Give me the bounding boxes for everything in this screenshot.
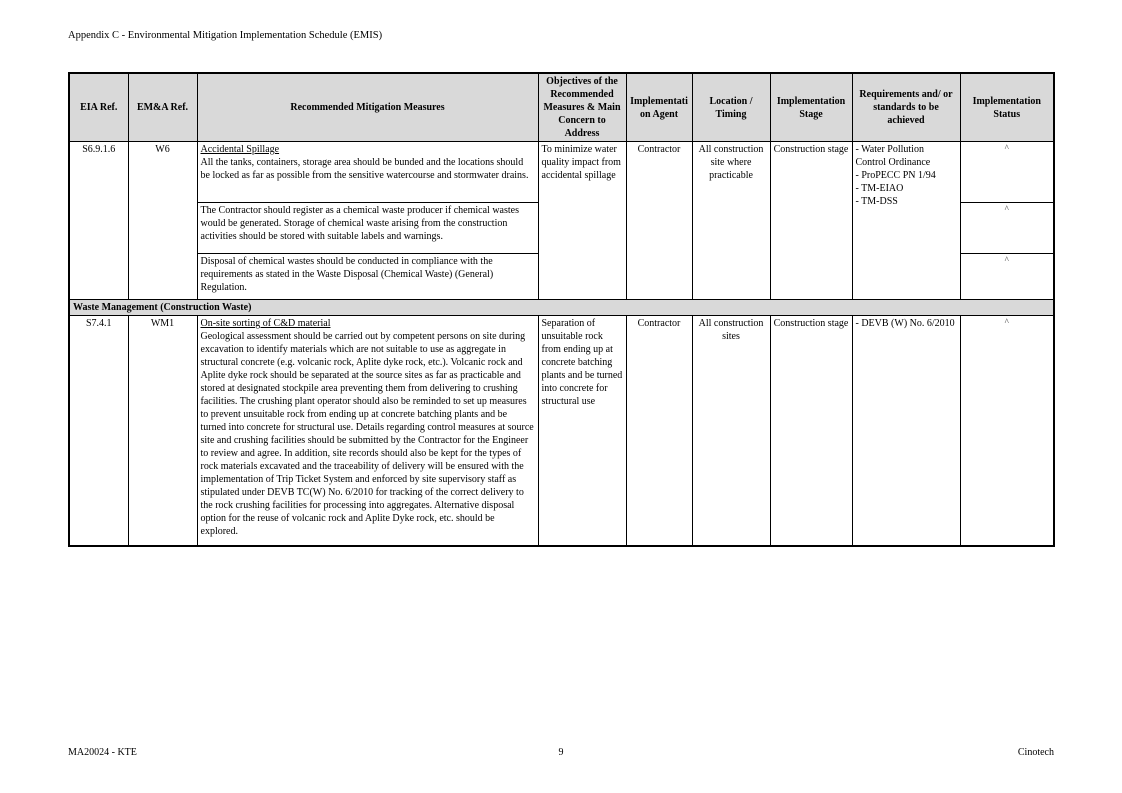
cell-implementation-status: ^ (960, 203, 1054, 254)
col-header-ema-ref: EM&A Ref. (128, 73, 197, 142)
page-title: Appendix C - Environmental Mitigation Implementation Schedule (EMIS) (68, 30, 383, 41)
emis-table (68, 72, 1055, 547)
col-header-mitigation-measures: Recommended Mitigation Measures (197, 73, 538, 142)
col-header-implementation-stage: Implementation Stage (770, 73, 852, 142)
measure-title: On-site sorting of C&D material (200, 318, 331, 329)
cell-location-timing: All construction site where practicable (692, 142, 770, 300)
table-row-group2-sub1 (69, 316, 1054, 546)
cell-mitigation-measure (197, 203, 538, 254)
requirement-item: - TM-EIAO (855, 183, 904, 194)
col-header-implementation-status: Implementation Status (960, 73, 1054, 142)
col-header-location-timing: Location / Timing (692, 73, 770, 142)
cell-implementation-status: ^ (960, 316, 1054, 546)
cell-mitigation-measure (197, 254, 538, 300)
requirement-item: - TM-DSS (855, 196, 898, 207)
cell-implementation-agent: Contractor (626, 142, 692, 300)
table-row-group1-sub1 (69, 142, 1054, 203)
col-header-requirements: Requirements and/ or standards to be achieved (852, 73, 960, 142)
cell-mitigation-measure (197, 316, 538, 546)
cell-implementation-stage: Construction stage (770, 142, 852, 300)
requirement-item: - Water Pollution Control Ordinance (855, 144, 931, 168)
cell-eia-ref: S6.9.1.6 (69, 142, 128, 300)
cell-requirements (852, 142, 960, 300)
cell-implementation-stage: Construction stage (770, 316, 852, 546)
measure-text: The Contractor should register as a chemical waste producer if chemical wastes would be generated. Storage of chemical waste arising from the construction activities should be stored with suitable labels and warnings. (200, 205, 519, 242)
measure-text: Disposal of chemical wastes should be conducted in compliance with the requirements as stated in the Waste Disposal (Chemical Waste) (General) Regulation. (200, 256, 494, 293)
cell-mitigation-measure (197, 142, 538, 203)
cell-implementation-status: ^ (960, 142, 1054, 203)
footer-project-ref: MA20024 - KTE (68, 747, 137, 758)
measure-text: All the tanks, containers, storage area should be bunded and the locations should be locked as far as possible from the sensitive watercourse and stormwater drains. (200, 157, 529, 181)
cell-eia-ref: S7.4.1 (69, 316, 128, 546)
col-header-implementation-agent: Implementation Agent (626, 73, 692, 142)
cell-implementation-agent: Contractor (626, 316, 692, 546)
cell-objectives: Separation of unsuitable rock from ending up at concrete batching plants and be turned into concrete for structural use (538, 316, 626, 546)
col-header-eia-ref: EIA Ref. (69, 73, 128, 142)
requirement-item: - DEVB (W) No. 6/2010 (855, 318, 955, 329)
cell-ema-ref: W6 (128, 142, 197, 300)
footer-company: Cinotech (1017, 747, 1054, 758)
page-footer (68, 747, 1054, 758)
measure-title: Accidental Spillage (200, 144, 280, 155)
section-title: Waste Management (Construction Waste) (69, 300, 1054, 316)
cell-implementation-status: ^ (960, 254, 1054, 300)
cell-ema-ref: WM1 (128, 316, 197, 546)
cell-location-timing: All construction sites (692, 316, 770, 546)
footer-page-number: 9 (558, 747, 564, 758)
table-section-row (69, 300, 1054, 316)
table-header-row (69, 73, 1054, 142)
cell-requirements (852, 316, 960, 546)
col-header-objectives: Objectives of the Recommended Measures & Main Concern to Address (538, 73, 626, 142)
measure-text: Geological assessment should be carried out by competent persons on site during excavation to identify materials which are not suitable to use as aggregate in structural concrete (e.g. volcanic rock, Aplite dyke rock, etc.). Volcanic rock and Aplite dyke rock should be separated at the source sites as far as practicable and stored at designated stockpile area preventing them from delivering to crushing facilities. The crushing plant operator should also be reminded to set up measures to prevent unsuitable rock from ending up at concrete batching plants and be turned into concrete for structural use. Details regarding control measures at source site and crushing facilities should be submitted by the Contractor for the Engineer to review and agree. In addition, site records should also be kept for the types of rock materials excavated and the traceability of delivery will be ensured with the implementation of Trip Ticket System and enforced by site supervisory staff as stipulated under DEVB TC(W) No. 6/2010 for tracking of the correct delivery to the rock crushing facilities for processing into aggregates. Alternative disposal option for the reuse of volcanic rock and Aplite Dyke rock, etc. should be explored. (200, 331, 534, 537)
requirement-item: - ProPECC PN 1/94 (855, 170, 936, 181)
cell-objectives: To minimize water quality impact from accidental spillage (538, 142, 626, 300)
